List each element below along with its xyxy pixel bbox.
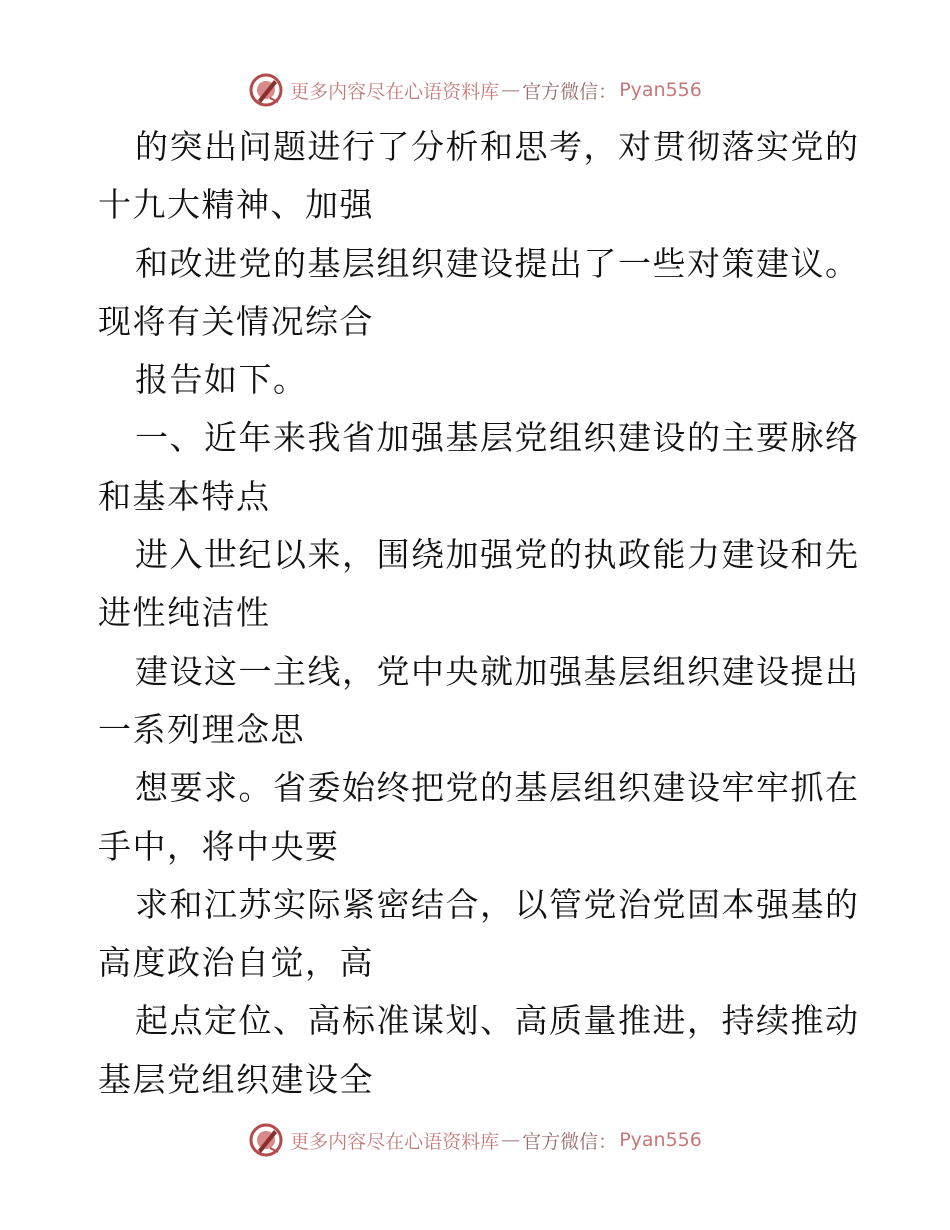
- seal-pen-logo-icon: [248, 1122, 284, 1158]
- body-line: 进性纯洁性: [98, 593, 271, 633]
- body-line: 一系列理念思: [98, 709, 305, 749]
- body-line: 求和江苏实际紧密结合，以管党治党固本强基的: [135, 884, 860, 924]
- banner-dash: —: [501, 79, 521, 101]
- body-line: 基层党组织建设全: [98, 1059, 374, 1099]
- banner-wechat-label: 官方微信：: [522, 80, 618, 103]
- body-line: 的突出问题进行了分析和思考，对贯彻落实党的: [135, 127, 860, 166]
- body-line: 起点定位、高标准谋划、高质量推进，持续推动: [135, 1001, 860, 1041]
- body-line: 高度政治自觉，高: [98, 943, 374, 983]
- document-body: [98, 118, 858, 1109]
- banner-wechat-id: Pyan556: [619, 1129, 702, 1151]
- body-line: 手中，将中央要: [98, 826, 340, 866]
- body-line: 和改进党的基层组织建设提出了一些对策建议。: [135, 243, 860, 283]
- footer-watermark-banner: [0, 1120, 950, 1160]
- body-line: 十九大精神、加强: [98, 185, 374, 225]
- body-line: 现将有关情况综合: [98, 301, 374, 341]
- body-line: 报告如下。: [135, 360, 308, 400]
- body-line: 想要求。省委始终把党的基层组织建设牢牢抓在: [135, 768, 860, 808]
- seal-pen-logo-icon: [248, 72, 284, 108]
- banner-main-text: 更多内容尽在心语资料库: [290, 80, 500, 103]
- banner-dash: —: [501, 1129, 521, 1151]
- section-heading-line: 和基本特点: [98, 476, 271, 516]
- section-heading-line: 一、近年来我省加强基层党组织建设的主要脉络: [135, 418, 860, 458]
- header-watermark-banner: [0, 70, 950, 110]
- banner-wechat-label: 官方微信：: [522, 1130, 618, 1153]
- banner-main-text: 更多内容尽在心语资料库: [290, 1130, 500, 1153]
- body-line: 建设这一主线，党中央就加强基层组织建设提出: [135, 651, 860, 691]
- banner-wechat-id: Pyan556: [619, 79, 702, 101]
- body-line: 进入世纪以来，围绕加强党的执政能力建设和先: [135, 535, 860, 575]
